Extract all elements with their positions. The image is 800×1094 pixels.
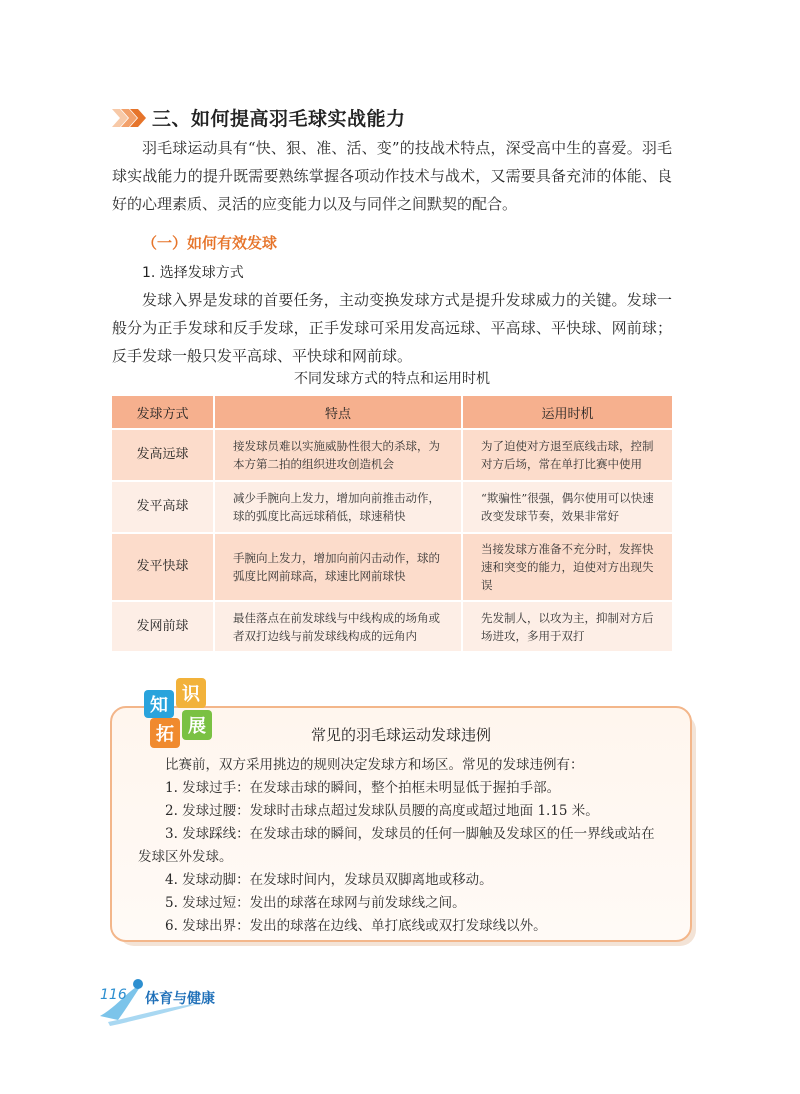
feature-cell: 减少手腕向上发力，增加向前推击动作，球的弧度比高远球稍低，球速稍快 (214, 481, 462, 533)
intro-text: 羽毛球运动具有“快、狠、准、活、变”的技战术特点，深受高中生的喜爱。羽毛球实战能力的提升既需要熟练掌握各项动作技术与战术，又需要具备充沛的体能、良好的心理素质、灵活的应变能力以及与同伴之间默契的配合。 (112, 139, 672, 213)
section-title: 三、如何提高羽毛球实战能力 (152, 108, 406, 130)
knowledge-line: 比赛前，双方采用挑边的规则决定发球方和场区。常见的发球违例有： (165, 757, 584, 773)
double-chevron-icon (112, 107, 146, 129)
page-number: 116 (100, 987, 127, 1003)
timing-cell: 先发制人，以攻为主，抑制对方后场进攻，多用于双打 (462, 601, 672, 651)
feature-cell: 最佳落点在前发球线与中线构成的场角或者双打边线与前发球线构成的远角内 (214, 601, 462, 651)
header-cell: 特点 (214, 396, 462, 429)
serve-type-cell: 发平高球 (112, 481, 214, 533)
table-row (112, 533, 672, 601)
knowledge-text (138, 754, 668, 938)
book-title: 体育与健康 (145, 991, 215, 1007)
knowledge-line: 1. 发球过手：在发球击球的瞬间，整个拍框未明显低于握拍手部。 (165, 780, 561, 796)
header-cell: 运用时机 (462, 396, 672, 429)
table-row (112, 601, 672, 651)
knowledge-line: 2. 发球过腰：发球时击球点超过发球队员腰的高度或超过地面 1.15 米。 (165, 803, 599, 819)
serve-paragraph (112, 286, 672, 370)
subsection-title: （一）如何有效发球 (142, 234, 278, 252)
section-heading (112, 104, 406, 131)
intro-paragraph (112, 134, 672, 218)
feature-cell: 接发球员难以实施威胁性很大的杀球，为本方第二拍的组织进攻创造机会 (214, 429, 462, 481)
serve-type-cell: 发网前球 (112, 601, 214, 651)
header-cell: 发球方式 (112, 396, 214, 429)
item-title: 1. 选择发球方式 (142, 265, 244, 281)
timing-cell: 当接发球方准备不充分时，发挥快速和突变的能力，迫使对方出现失误 (462, 533, 672, 601)
timing-cell: “欺骗性”很强，偶尔使用可以快速改变发球节奏，效果非常好 (462, 481, 672, 533)
serve-table (112, 396, 672, 651)
knowledge-line: 5. 发球过短：发出的球落在球网与前发球线之间。 (165, 895, 466, 911)
feature-cell: 手腕向上发力，增加向前闪击动作，球的弧度比网前球高，球速比网前球快 (214, 533, 462, 601)
knowledge-line: 6. 发球出界：发出的球落在边线、单打底线或双打发球线以外。 (165, 918, 547, 934)
table-row (112, 481, 672, 533)
knowledge-line: 4. 发球动脚：在发球时间内，发球员双脚离地或移动。 (165, 872, 493, 888)
badge-char: 展 (188, 716, 206, 737)
serve-type-cell: 发平快球 (112, 533, 214, 601)
timing-cell: 为了迫使对方退至底线击球，控制对方后场，常在单打比赛中使用 (462, 429, 672, 481)
serve-type-cell: 发高远球 (112, 429, 214, 481)
badge-char: 知 (150, 695, 168, 716)
table-header-row (112, 396, 672, 429)
table-row (112, 429, 672, 481)
serve-text: 发球入界是发球的首要任务，主动变换发球方式是提升发球威力的关键。发球一般分为正手发球和反手发球，正手发球可采用发高远球、平高球、平快球、网前球；反手发球一般只发平高球、平快球和网前球。 (112, 291, 672, 365)
badge-char: 拓 (156, 724, 174, 745)
knowledge-line: 3. 发球踩线：在发球击球的瞬间，发球员的任何一脚触及发球区的任一界线或站在发球区外发球。 (138, 826, 655, 865)
badge-char: 识 (182, 684, 200, 705)
table-caption: 不同发球方式的特点和运用时机 (294, 371, 490, 387)
knowledge-title: 常见的羽毛球运动发球违例 (310, 726, 491, 744)
